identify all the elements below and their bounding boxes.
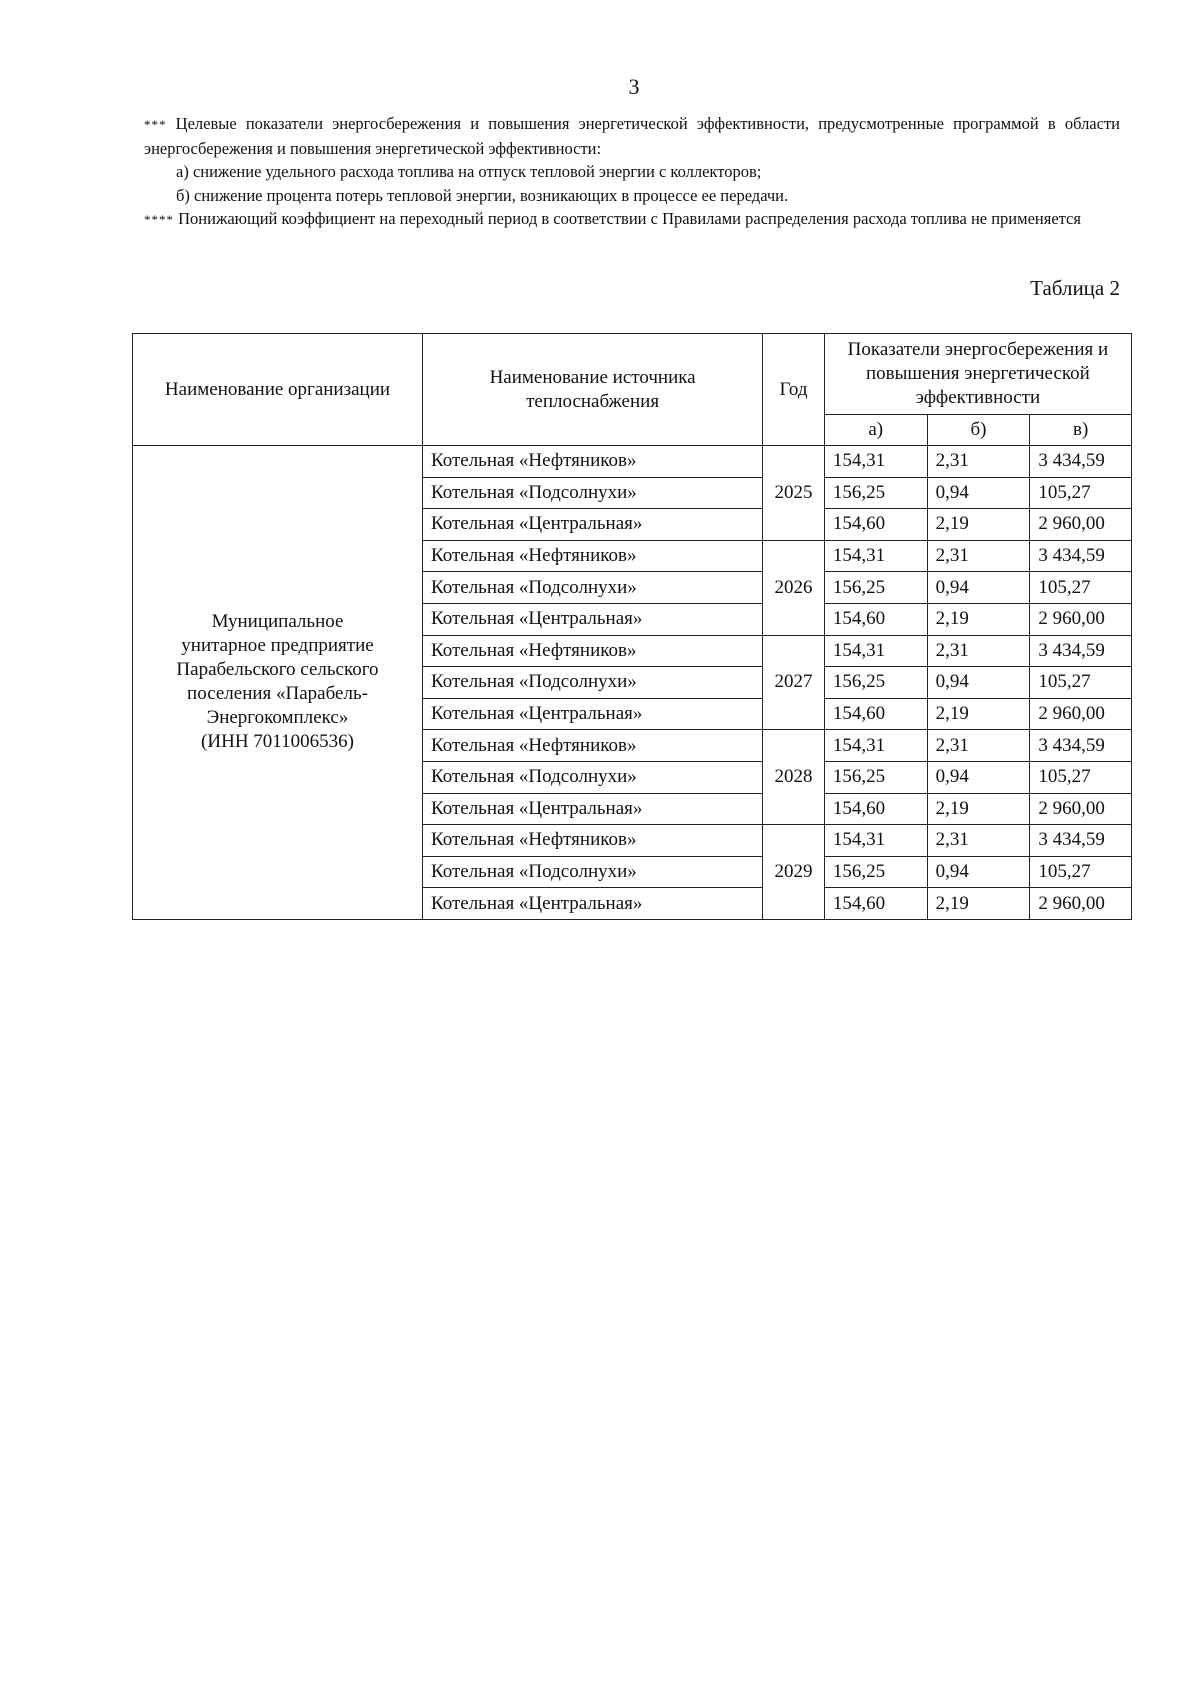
source-cell: Котельная «Центральная» [422, 888, 762, 920]
value-cell-a: 154,60 [824, 698, 927, 730]
value-cell-a: 154,31 [824, 635, 927, 667]
footnote-text: Целевые показатели энергосбережения и повышения энергетической эффективности, предусмотренные программой в области энергосбережения и повышения энергетической эффективности: [144, 114, 1120, 158]
value-cell-b: 2,31 [927, 825, 1030, 857]
value-cell-a: 154,60 [824, 603, 927, 635]
header-year: Год [763, 334, 825, 446]
value-cell-a: 156,25 [824, 477, 927, 509]
value-cell-c: 2 960,00 [1030, 888, 1132, 920]
value-cell-b: 0,94 [927, 477, 1030, 509]
year-cell: 2027 [763, 635, 825, 730]
organization-name-line: Муниципальное [211, 611, 344, 633]
value-cell-c: 105,27 [1030, 667, 1132, 699]
header-sub-a: а) [824, 415, 927, 446]
source-cell: Котельная «Подсолнухи» [422, 477, 762, 509]
value-cell-a: 154,31 [824, 825, 927, 857]
source-cell: Котельная «Подсолнухи» [422, 667, 762, 699]
value-cell-b: 0,94 [927, 572, 1030, 604]
table-body [133, 446, 1132, 920]
source-cell: Котельная «Нефтяников» [422, 540, 762, 572]
source-cell: Котельная «Нефтяников» [422, 446, 762, 478]
year-cell: 2026 [763, 540, 825, 635]
value-cell-a: 156,25 [824, 761, 927, 793]
header-indicators: Показатели энергосбережения и повышения энергетической эффективности [824, 334, 1131, 415]
value-cell-a: 156,25 [824, 856, 927, 888]
table-caption: Таблица 2 [1030, 276, 1120, 300]
organization-name-line: Парабельского сельского [176, 659, 379, 681]
organization-name-line: Энергокомплекс» [206, 707, 349, 729]
organization-name-line: унитарное предприятие [181, 635, 374, 657]
header-organization: Наименование организации [133, 334, 423, 446]
value-cell-b: 2,19 [927, 509, 1030, 541]
value-cell-b: 2,19 [927, 698, 1030, 730]
value-cell-b: 2,19 [927, 603, 1030, 635]
value-cell-a: 154,31 [824, 540, 927, 572]
year-cell: 2029 [763, 825, 825, 920]
organization-name-line: (ИНН 7011006536) [201, 731, 354, 753]
value-cell-c: 3 434,59 [1030, 730, 1132, 762]
source-cell: Котельная «Подсолнухи» [422, 572, 762, 604]
value-cell-a: 156,25 [824, 572, 927, 604]
organization-cell [133, 446, 423, 920]
value-cell-c: 3 434,59 [1030, 635, 1132, 667]
header-sub-b: б) [927, 415, 1030, 446]
value-cell-c: 3 434,59 [1030, 446, 1132, 478]
footnote-target-indicators [144, 112, 1120, 160]
table-row [133, 446, 1132, 478]
value-cell-c: 105,27 [1030, 572, 1132, 604]
source-cell: Котельная «Центральная» [422, 509, 762, 541]
value-cell-b: 2,31 [927, 730, 1030, 762]
footnote-item-a: а) снижение удельного расхода топлива на отпуск тепловой энергии с коллекторов; [176, 162, 762, 181]
value-cell-c: 2 960,00 [1030, 509, 1132, 541]
value-cell-a: 154,31 [824, 446, 927, 478]
header-sub-c: в) [1030, 415, 1132, 446]
value-cell-c: 2 960,00 [1030, 698, 1132, 730]
footnote-item-b: б) снижение процента потерь тепловой энергии, возникающих в процессе ее передачи. [176, 185, 789, 205]
source-cell: Котельная «Центральная» [422, 793, 762, 825]
organization-name-line: поселения «Парабель- [187, 683, 368, 705]
value-cell-b: 2,31 [927, 540, 1030, 572]
source-cell: Котельная «Центральная» [422, 603, 762, 635]
footnote-text: Понижающий коэффициент на переходный период в соответствии с Правилами распределения расхода топлива не применяется [174, 209, 1081, 228]
indicators-table [132, 333, 1132, 920]
value-cell-a: 156,25 [824, 667, 927, 699]
source-cell: Котельная «Нефтяников» [422, 635, 762, 667]
value-cell-c: 3 434,59 [1030, 540, 1132, 572]
year-cell: 2025 [763, 446, 825, 541]
value-cell-b: 0,94 [927, 856, 1030, 888]
value-cell-b: 2,31 [927, 635, 1030, 667]
value-cell-a: 154,31 [824, 730, 927, 762]
year-cell: 2028 [763, 730, 825, 825]
value-cell-a: 154,60 [824, 888, 927, 920]
value-cell-b: 0,94 [927, 667, 1030, 699]
footnote-marker: *** [144, 117, 167, 132]
value-cell-a: 154,60 [824, 509, 927, 541]
source-cell: Котельная «Подсолнухи» [422, 761, 762, 793]
footnote-coefficient [144, 207, 1120, 232]
footnotes [144, 112, 1120, 232]
page-number: 3 [628, 74, 640, 99]
source-cell: Котельная «Нефтяников» [422, 730, 762, 762]
source-cell: Котельная «Подсолнухи» [422, 856, 762, 888]
source-cell: Котельная «Нефтяников» [422, 825, 762, 857]
footnote-marker: **** [144, 212, 174, 227]
value-cell-c: 2 960,00 [1030, 793, 1132, 825]
value-cell-c: 3 434,59 [1030, 825, 1132, 857]
value-cell-b: 2,31 [927, 446, 1030, 478]
value-cell-a: 154,60 [824, 793, 927, 825]
header-source: Наименование источника теплоснабжения [422, 334, 762, 446]
value-cell-c: 2 960,00 [1030, 603, 1132, 635]
value-cell-c: 105,27 [1030, 761, 1132, 793]
value-cell-c: 105,27 [1030, 856, 1132, 888]
value-cell-c: 105,27 [1030, 477, 1132, 509]
value-cell-b: 2,19 [927, 888, 1030, 920]
value-cell-b: 2,19 [927, 793, 1030, 825]
value-cell-b: 0,94 [927, 761, 1030, 793]
source-cell: Котельная «Центральная» [422, 698, 762, 730]
